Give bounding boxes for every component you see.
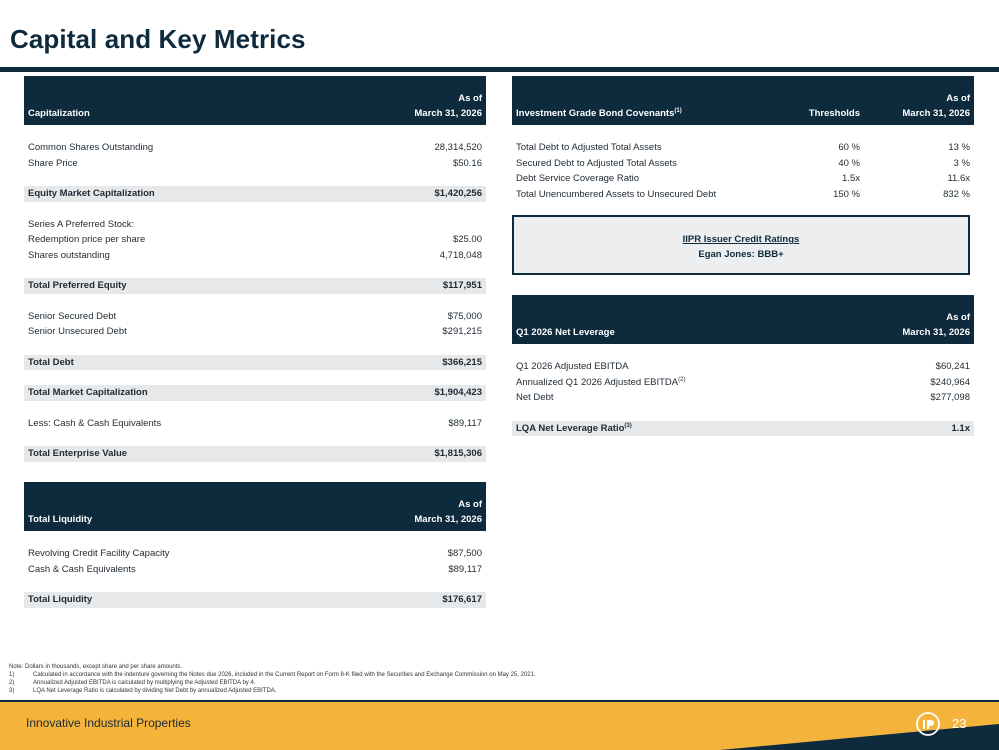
footnote: 3) LQA Net Leverage Ratio is calculated by dividing Net Debt by annualized Adjusted EBITDA. bbox=[9, 688, 277, 694]
company-name: Innovative Industrial Properties bbox=[26, 716, 191, 730]
table-row: Redemption price per share $25.00 bbox=[28, 234, 482, 245]
title-rule bbox=[0, 67, 999, 72]
table-row: Common Shares Outstanding 28,314,520 bbox=[28, 142, 482, 153]
table-row: Senior Unsecured Debt $291,215 bbox=[28, 326, 482, 337]
table-header bbox=[24, 482, 486, 531]
table-header bbox=[512, 76, 974, 125]
capitalization-table bbox=[24, 76, 486, 462]
credit-ratings-box bbox=[512, 215, 970, 275]
table-header bbox=[512, 295, 974, 344]
date-column-header: As of March 31, 2026 bbox=[832, 295, 974, 344]
column-label: Capitalization bbox=[24, 76, 344, 125]
table-row: Share Price $50.16 bbox=[28, 157, 482, 169]
table-row: Annualized Q1 2026 Adjusted EBITDA$^{(2)}$ $240,964 bbox=[516, 376, 970, 388]
table-row: Series A Preferred Stock: bbox=[28, 218, 135, 230]
total-row: LQA Net Leverage Ratio$^{(3)}$ 1.1x bbox=[512, 421, 974, 437]
covenants-table bbox=[512, 76, 974, 202]
total-row: Total Debt $366,215 bbox=[24, 355, 486, 371]
net-leverage-table bbox=[512, 295, 974, 436]
date-column-header: As of March 31, 2026 bbox=[344, 76, 486, 125]
footnotes bbox=[9, 663, 536, 695]
table-row: Q1 2026 Adjusted EBITDA $60,241 bbox=[516, 361, 970, 372]
table-header bbox=[24, 76, 486, 125]
table-row: Total Unencumbered Assets to Unsecured Debt 150 % 832 % bbox=[516, 188, 970, 200]
table-row: Shares outstanding 4,718,048 bbox=[28, 249, 482, 261]
table-row: Total Debt to Adjusted Total Assets 60 % 13 % bbox=[516, 142, 970, 153]
column-label: Total Liquidity bbox=[24, 482, 344, 531]
table-row: Senior Secured Debt $75,000 bbox=[28, 310, 482, 322]
date-column-header: As of March 31, 2026 bbox=[864, 76, 974, 125]
total-row: Total Enterprise Value $1,815,306 bbox=[24, 446, 486, 462]
table-row: Secured Debt to Adjusted Total Assets 40 % 3 % bbox=[516, 157, 970, 169]
table-row: Net Debt $277,098 bbox=[516, 392, 970, 403]
company-logo-icon bbox=[916, 712, 940, 736]
ratings-value: Egan Jones: BBB+ bbox=[698, 249, 784, 260]
table-row: Debt Service Coverage Ratio 1.5x 11.6x bbox=[516, 173, 970, 184]
total-row: Total Preferred Equity $117,951 bbox=[24, 278, 486, 294]
footnote: 1) Calculated in accordance with the indenture governing the Notes due 2026, included in the Current Report on Form 8-K filed with the Securities and Exchange Commission on May 25, 2021. bbox=[9, 672, 536, 678]
column-label: Investment Grade Bond Covenants$^{(1)}$ bbox=[512, 76, 792, 125]
column-label: Q1 2026 Net Leverage bbox=[512, 295, 832, 344]
footnote: 2) Annualized Adjusted EBITDA is calculated by multiplying the Adjusted EBITDA by 4. bbox=[9, 680, 256, 686]
total-row: Equity Market Capitalization $1,420,256 bbox=[24, 186, 486, 202]
footnote-intro: Note: Dollars in thousands, except share and per share amounts. bbox=[9, 664, 183, 670]
table-row: Cash & Cash Equivalents $89,117 bbox=[28, 563, 482, 575]
ratings-title: IIPR Issuer Credit Ratings bbox=[682, 234, 800, 245]
table-row: Revolving Credit Facility Capacity $87,500 bbox=[28, 548, 482, 559]
date-column-header: As of March 31, 2026 bbox=[344, 482, 486, 531]
table-row: Less: Cash & Cash Equivalents $89,117 bbox=[28, 417, 482, 429]
total-row: Total Liquidity $176,617 bbox=[24, 592, 486, 608]
page-number: 23 bbox=[952, 716, 967, 731]
total-row: Total Market Capitalization $1,904,423 bbox=[24, 385, 486, 401]
thresholds-header: Thresholds bbox=[792, 76, 864, 125]
liquidity-table bbox=[24, 482, 486, 608]
page-title: Capital and Key Metrics bbox=[10, 24, 306, 54]
